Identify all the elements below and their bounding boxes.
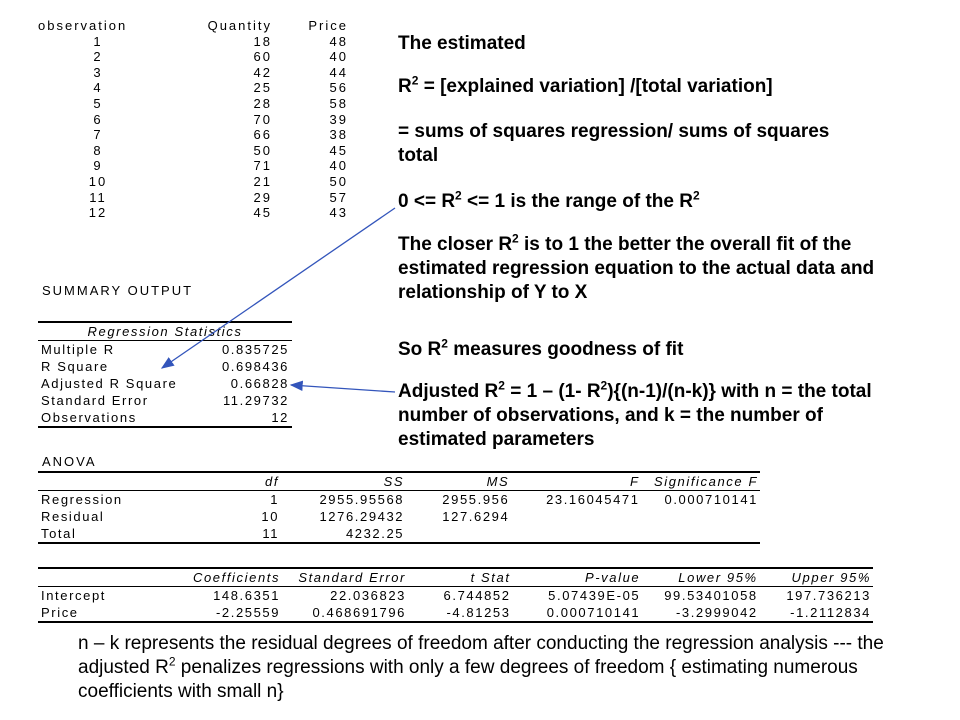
- table-cell: 45: [253, 205, 272, 221]
- table-cell: 6: [93, 111, 103, 127]
- table-cell: 127.6294: [442, 509, 510, 524]
- table-cell: 58: [329, 95, 348, 111]
- superscript: 2: [512, 231, 519, 246]
- stat-label: Standard Error: [41, 393, 149, 408]
- table-cell: 8: [93, 142, 103, 158]
- regression-statistics-header: Regression Statistics: [38, 322, 292, 341]
- table-cell: 28: [253, 95, 272, 111]
- table-cell: 12: [88, 205, 108, 221]
- table-cell: 4: [93, 80, 103, 96]
- table-cell: Regression: [41, 492, 123, 507]
- table-cell: 18: [253, 33, 272, 49]
- superscript: 2: [441, 336, 448, 351]
- table-cell: 60: [253, 49, 272, 65]
- table-cell: 50: [253, 142, 272, 158]
- table-cell: 22.036823: [330, 588, 406, 603]
- stat-value: 0.698436: [221, 359, 289, 374]
- superscript: 2: [168, 654, 176, 669]
- text: The closer R: [398, 234, 513, 255]
- column-header: Lower 95%: [642, 568, 760, 587]
- table-cell: 11: [89, 189, 107, 205]
- arrow-to-adjusted-r-square: [291, 385, 395, 392]
- summary-output-title: SUMMARY OUTPUT: [42, 283, 194, 298]
- column-header: df: [169, 472, 281, 491]
- stat-label: Multiple R: [41, 342, 115, 357]
- superscript: 2: [600, 378, 608, 393]
- column-header: F: [511, 472, 641, 491]
- stat-label: R Square: [41, 359, 109, 374]
- table-cell: -4.81253: [446, 605, 511, 620]
- footnote-text: n – k represents the residual degrees of freedom after conducting the regression analysis --- the adjusted R: [78, 633, 884, 678]
- text: = [explained variation] /[total variation]: [418, 76, 773, 97]
- superscript: 2: [455, 188, 462, 203]
- column-header: MS: [406, 472, 511, 491]
- column-header: Price: [308, 18, 348, 33]
- table-cell: 48: [329, 33, 348, 49]
- table-cell: 10: [261, 509, 280, 524]
- table-cell: 9: [93, 158, 103, 174]
- table-cell: 99.53401058: [664, 588, 758, 603]
- column-header: Standard Error: [282, 568, 408, 587]
- table-cell: 38: [329, 127, 348, 143]
- table-cell: -1.2112834: [790, 605, 871, 620]
- superscript: 2: [411, 73, 419, 88]
- text: is to 1 the better the overall fit of the estimated regression equation to the actual data and relationship of Y to X: [398, 234, 875, 303]
- table-cell: -3.2999042: [675, 605, 758, 620]
- text: = sums of squares regression/ sums of squares total: [398, 121, 830, 166]
- table-cell: 2: [93, 49, 103, 65]
- table-cell: Intercept: [41, 588, 106, 603]
- table-cell: 44: [329, 64, 348, 80]
- table-cell: 4232.25: [345, 526, 405, 541]
- table-cell: 1: [270, 492, 280, 507]
- stat-value: 12: [271, 410, 289, 425]
- table-cell: 2955.956: [442, 492, 510, 507]
- table-cell: 11: [262, 526, 280, 541]
- table-cell: 23.16045471: [546, 492, 640, 507]
- table-cell: 0.000710141: [664, 492, 758, 507]
- table-cell: 25: [253, 80, 272, 96]
- table-cell: 197.736213: [786, 588, 871, 603]
- arrow-to-r-square: [162, 208, 395, 368]
- table-cell: Price: [41, 605, 79, 620]
- table-cell: 1: [93, 33, 103, 49]
- table-cell: 148.6351: [213, 588, 281, 603]
- table-cell: 57: [329, 189, 348, 205]
- table-cell: 1276.29432: [319, 509, 405, 524]
- column-header: SS: [281, 472, 406, 491]
- table-cell: 43: [329, 205, 348, 221]
- column-header: Upper 95%: [760, 568, 873, 587]
- table-cell: Residual: [41, 509, 105, 524]
- table-cell: 70: [253, 111, 272, 127]
- stat-value: 0.835725: [221, 342, 289, 357]
- table-cell: 71: [253, 158, 272, 174]
- table-cell: 42: [253, 64, 272, 80]
- column-header: P-value: [513, 568, 643, 587]
- text: So R: [398, 339, 442, 360]
- stat-value: 11.29732: [222, 393, 289, 408]
- superscript: 2: [498, 378, 505, 393]
- superscript: 2: [692, 188, 700, 203]
- text: = 1 – (1- R: [504, 381, 601, 402]
- column-header: Coefficients: [167, 568, 282, 587]
- table-cell: 50: [329, 173, 348, 189]
- text: measures goodness of fit: [447, 339, 684, 360]
- table-cell: Total: [41, 526, 77, 541]
- table-cell: 5.07439E-05: [548, 588, 641, 603]
- table-cell: -2.25559: [215, 605, 281, 620]
- table-cell: 40: [329, 49, 348, 65]
- table-cell: 39: [329, 111, 348, 127]
- stat-value: 0.66828: [230, 376, 289, 391]
- table-cell: 45: [329, 142, 348, 158]
- table-cell: 56: [329, 80, 348, 96]
- column-header: Quantity: [207, 18, 272, 33]
- table-cell: 29: [253, 189, 272, 205]
- text: R: [398, 76, 412, 97]
- table-cell: 0.468691796: [312, 605, 406, 620]
- table-cell: 0.000710141: [546, 605, 641, 620]
- text: 0 <= R: [398, 191, 456, 212]
- text: Adjusted R: [398, 381, 499, 402]
- anova-title: ANOVA: [42, 454, 97, 469]
- table-cell: 10: [88, 173, 108, 189]
- table-cell: 3: [93, 64, 103, 80]
- stat-label: Adjusted R Square: [41, 376, 178, 391]
- explanation-text: The estimated: [398, 33, 526, 54]
- table-cell: 40: [329, 158, 348, 174]
- text: <= 1 is the range of the R: [461, 191, 693, 212]
- text: ){(n-1)/(n-k)} with n = the total number of observations, and k = the number of estimated parameters: [398, 381, 872, 450]
- stat-label: Observations: [41, 410, 137, 425]
- table-cell: 2955.95568: [319, 492, 405, 507]
- table-cell: 66: [253, 127, 272, 143]
- table-cell: 7: [93, 127, 103, 143]
- table-cell: 21: [253, 173, 272, 189]
- table-cell: 6.744852: [443, 588, 511, 603]
- column-header: observation: [38, 18, 128, 33]
- column-header: Significance F: [642, 472, 760, 491]
- column-header: t Stat: [408, 568, 513, 587]
- table-cell: 5: [93, 95, 103, 111]
- footnote-text: penalizes regressions with only a few degrees of freedom { estimating numerous coefficients with small n}: [78, 657, 858, 702]
